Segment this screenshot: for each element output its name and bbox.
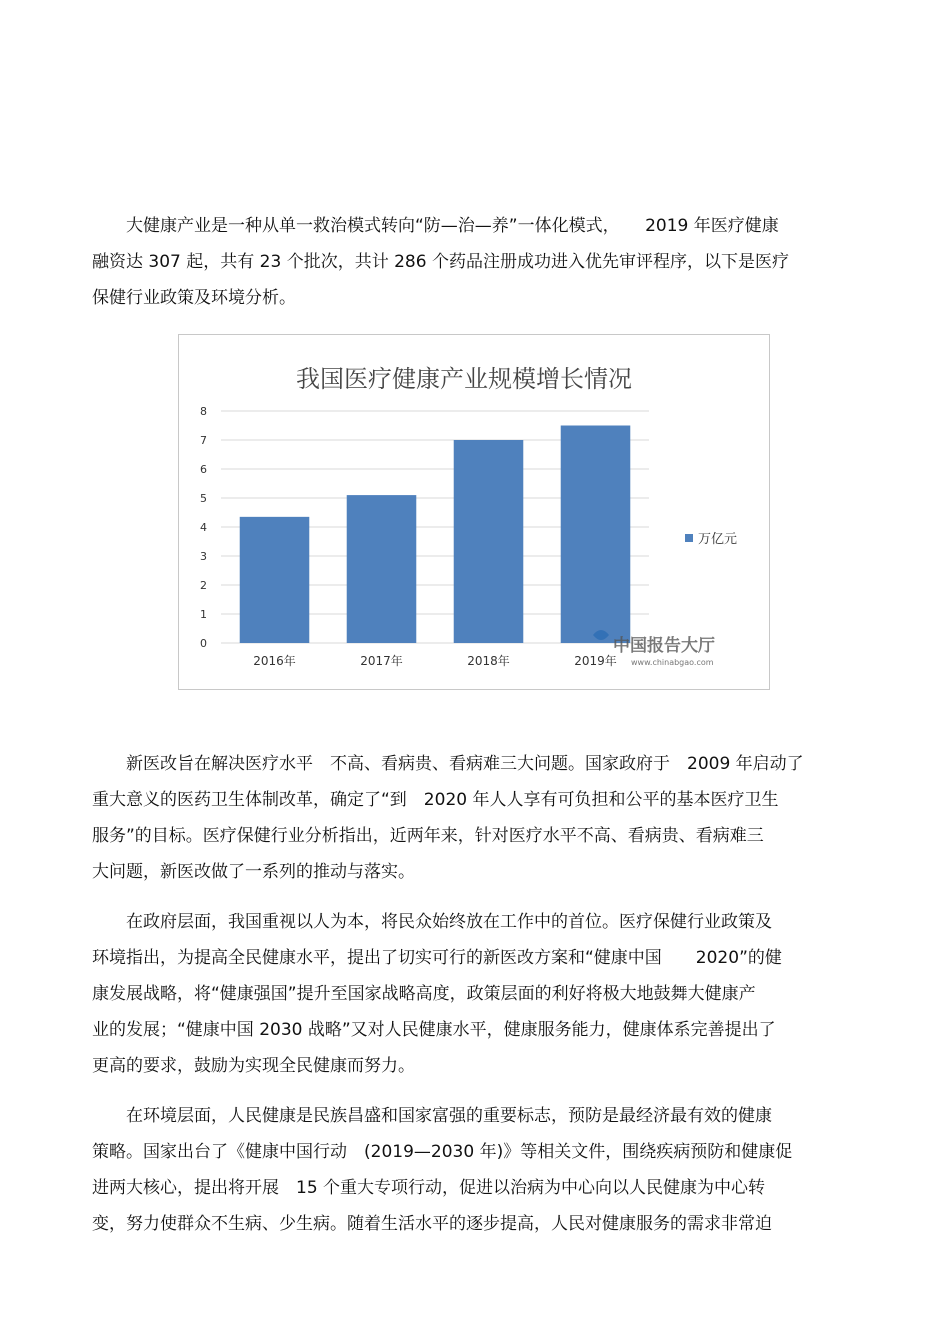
legend-swatch xyxy=(685,534,693,542)
text-line: 进两大核心，提出将开展 15 个重大专项行动，促进以治病为中心向以人民健康为中心转 xyxy=(92,1178,766,1198)
text-line: 服务”的目标。医疗保健行业分析指出，近两年来，针对医疗水平不高、看病贵、看病难三 xyxy=(92,826,764,846)
text-line: 策略。国家出台了《健康中国行动 (2019—2030 年)》等相关文件，围绕疾病预防和健康促 xyxy=(92,1142,793,1162)
text-line: 大健康产业是一种从单一救治模式转向“防—治—养”一体化模式， 2019 年医疗健康 xyxy=(92,216,779,236)
text-line: 新医改旨在解决医疗水平 不高、看病贵、看病难三大问题。国家政府于 2009 年启动了 xyxy=(92,754,804,774)
text-line: 保健行业政策及环境分析。 xyxy=(92,288,296,308)
y-tick-label: 2 xyxy=(200,579,207,592)
chart-figure xyxy=(178,334,770,690)
chart-bars xyxy=(240,426,631,644)
chart-legend xyxy=(685,532,737,547)
text-line: 融资达 307 起，共有 23 个批次，共计 286 个药品注册成功进入优先审评程序，以下是医疗 xyxy=(92,252,789,272)
y-tick-label: 0 xyxy=(200,637,207,650)
y-tick-label: 3 xyxy=(200,550,207,563)
legend-label: 万亿元 xyxy=(698,532,738,547)
y-tick-label: 5 xyxy=(200,492,207,505)
y-tick-label: 4 xyxy=(200,521,207,534)
paragraph-reform xyxy=(92,746,862,890)
text-line: 在政府层面，我国重视以人为本，将民众始终放在工作中的首位。医疗保健行业政策及 xyxy=(92,912,772,932)
paragraph-intro xyxy=(92,208,862,316)
paragraph-environment xyxy=(92,1098,862,1242)
bar-chart xyxy=(179,335,769,689)
text-line: 业的发展；“健康中国 2030 战略”又对人民健康水平，健康服务能力，健康体系完善提出了 xyxy=(92,1020,776,1040)
watermark-logo-text: 中国报告大厅 xyxy=(613,636,715,656)
text-line: 大问题，新医改做了一系列的推动与落实。 xyxy=(92,862,415,882)
text-line: 环境指出，为提高全民健康水平，提出了切实可行的新医改方案和“健康中国 2020”的健 xyxy=(92,948,782,968)
paragraph-government xyxy=(92,904,862,1084)
text-line: 重大意义的医药卫生体制改革，确定了“到 2020 年人人享有可负担和公平的基本医疗卫生 xyxy=(92,790,779,810)
y-axis-ticks xyxy=(200,405,207,650)
y-tick-label: 6 xyxy=(200,463,207,476)
bar-2016年 xyxy=(240,517,310,643)
text-line: 在环境层面，人民健康是民族昌盛和国家富强的重要标志，预防是最经济最有效的健康 xyxy=(92,1106,772,1126)
x-tick-label: 2019年 xyxy=(574,654,617,668)
text-line: 变，努力使群众不生病、少生病。随着生活水平的逐步提高，人民对健康服务的需求非常迫 xyxy=(92,1214,772,1234)
y-tick-label: 7 xyxy=(200,434,207,447)
y-tick-label: 8 xyxy=(200,405,207,418)
x-tick-label: 2017年 xyxy=(360,654,403,668)
x-tick-label: 2018年 xyxy=(467,654,510,668)
text-line: 更高的要求，鼓励为实现全民健康而努力。 xyxy=(92,1056,415,1076)
x-axis-ticks xyxy=(253,653,617,668)
x-tick-label: 2016年 xyxy=(253,654,296,668)
watermark-url: www.chinabgao.com xyxy=(631,658,714,667)
bar-2018年 xyxy=(454,440,524,643)
bar-2019年 xyxy=(561,426,631,644)
bar-2017年 xyxy=(347,495,417,643)
y-tick-label: 1 xyxy=(200,608,207,621)
chart-title: 我国医疗健康产业规模增长情况 xyxy=(296,365,632,393)
text-line: 康发展战略，将“健康强国”提升至国家战略高度，政策层面的利好将极大地鼓舞大健康产 xyxy=(92,984,756,1004)
